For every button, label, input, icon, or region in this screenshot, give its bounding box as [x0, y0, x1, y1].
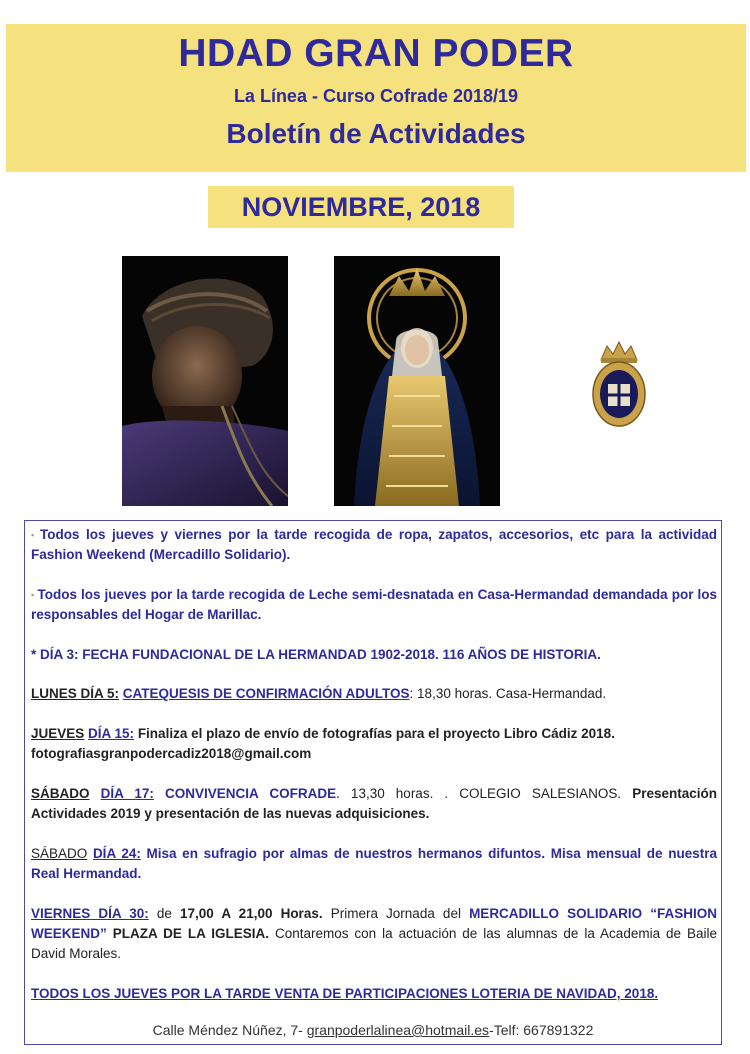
list-item: ▪ Todos los jueves y viernes por la tarde recogida de ropa, zapatos, accesorios, etc para la actividad Fashion Weekend (Mercadillo Solidario). — [31, 527, 717, 562]
footer-contact — [25, 1022, 721, 1038]
top-margin — [0, 0, 750, 24]
activities-box — [24, 520, 722, 1045]
bullet-icon: ▪ — [31, 530, 37, 540]
christ-photo — [122, 256, 288, 506]
list-item: SÁBADO DÍA 17: CONVIVENCIA COFRADE. 13,30 horas. . COLEGIO SALESIANOS. Presentación Actividades 2019 y presentación de las nuevas adquisiciones. — [31, 786, 717, 821]
bullet-icon: ▪ — [31, 590, 35, 600]
coat-of-arms-emblem — [591, 338, 647, 428]
footer-address: Calle Méndez Núñez, 7- — [152, 1022, 307, 1038]
list-item: SÁBADO DÍA 24: Misa en sufragio por almas de nuestros hermanos difuntos. Misa mensual de nuestra Real Hermandad. — [31, 846, 717, 881]
footer-email-link[interactable]: granpoderlalinea@hotmail.es — [306, 1022, 490, 1038]
page-subtitle: La Línea - Curso Cofrade 2018/19 — [233, 86, 519, 106]
email-link[interactable]: fotografiasgranpodercadiz2018@gmail.com — [31, 746, 312, 761]
header-banner — [6, 24, 746, 172]
list-item: ▪ Todos los jueves por la tarde recogida de Leche semi-desnatada en Casa-Hermandad demandada por los responsables del Hogar de Marillac. — [31, 587, 717, 622]
list-item: LUNES DÍA 5: CATEQUESIS DE CONFIRMACIÓN ADULTOS: 18,30 horas. Casa-Hermandad. — [31, 686, 607, 701]
list-item: VIERNES DÍA 30: de 17,00 A 21,00 Horas. Primera Jornada del MERCADILLO SOLIDARIO “FASHION WEEKEND” PLAZA DE LA IGLESIA. Contaremos con la actuación de las alumnas de la Academia de Baile David Morales. — [31, 906, 718, 961]
footer-phone: -Telf: 667891322 — [489, 1022, 594, 1038]
list-item: JUEVES DÍA 15: Finaliza el plazo de envío de fotografías para el proyecto Libro Cádiz 2018. fotografiasgranpodercadiz2018@gmail.com — [31, 726, 615, 761]
bulletin-title: Boletín de Actividades — [226, 118, 526, 149]
virgin-photo — [334, 256, 500, 506]
page-title: HDAD GRAN PODER — [178, 32, 574, 75]
list-item: TODOS LOS JUEVES POR LA TARDE VENTA DE PARTICIPACIONES LOTERIA DE NAVIDAD, 2018. — [31, 986, 659, 1001]
month-banner: NOVIEMBRE, 2018 — [208, 186, 514, 228]
list-item: * DÍA 3: FECHA FUNDACIONAL DE LA HERMANDAD 1902-2018. 116 AÑOS DE HISTORIA. — [31, 647, 601, 662]
